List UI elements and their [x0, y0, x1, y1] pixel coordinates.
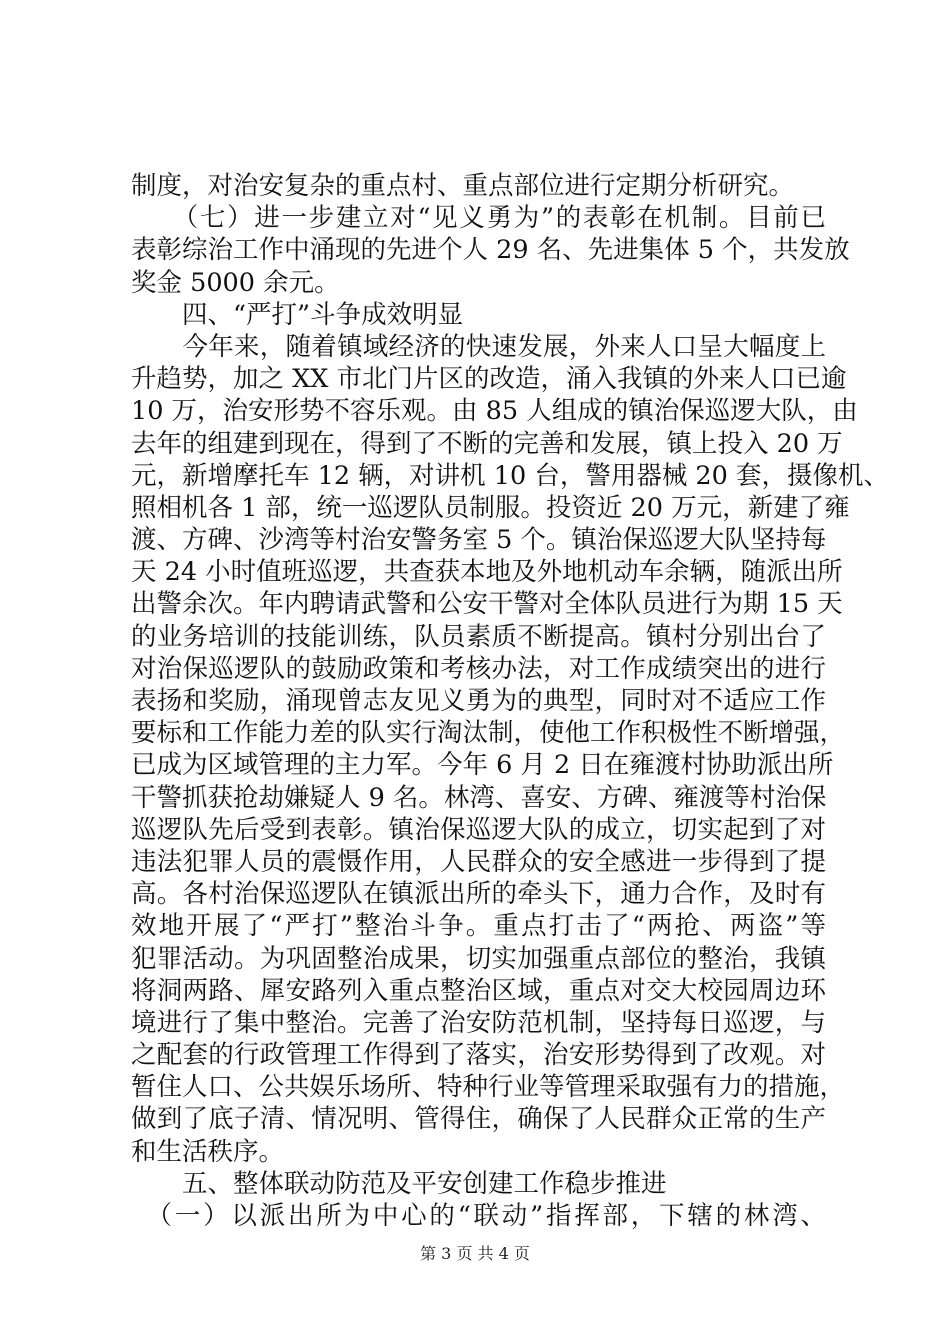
text-line: 犯罪活动。为巩固整治成果，切实加强重点部位的整治，我镇	[131, 943, 826, 974]
text-line: 的业务培训的技能训练，队员素质不断提高。镇村分别出台了	[131, 621, 826, 652]
text-line: 升趋势，加之 XX 市北门片区的改造，涌入我镇的外来人口已逾	[131, 364, 847, 395]
text-line: 和生活秩序。	[131, 1136, 285, 1167]
text-line: 去年的组建到现在，得到了不断的完善和发展，镇上投入 20 万	[131, 428, 843, 459]
text-line: 四、“严打”斗争成效明显	[131, 299, 464, 330]
text-line: 天 24 小时值班巡逻，共查获本地及外地机动车余辆，随派出所	[131, 557, 843, 588]
text-line: 境进行了集中整治。完善了治安防范机制，坚持每日巡逻，与	[131, 1007, 826, 1038]
text-line: 今年来，随着镇域经济的快速发展，外来人口呈大幅度上	[131, 331, 826, 362]
text-line: 元，新增摩托车 12 辆，对讲机 10 台，警用器械 20 套，摄像机、	[131, 460, 889, 491]
text-line: 制度，对治安复杂的重点村、重点部位进行定期分析研究。	[131, 171, 795, 201]
text-line: 对治保巡逻队的鼓励政策和考核办法，对工作成绩突出的进行	[131, 653, 826, 684]
text-line: 将洞两路、犀安路列入重点整治区域，重点对交大校园周边环	[131, 975, 826, 1006]
text-line: 干警抓获抢劫嫌疑人 9 名。林湾、喜安、方碑、雍渡等村治保	[131, 782, 827, 813]
document-body	[131, 170, 889, 1232]
text-line: （七）进一步建立对“见义勇为”的表彰在机制。目前已	[131, 203, 826, 234]
text-line: 五、整体联动防范及平安创建工作稳步推进	[131, 1168, 667, 1199]
text-line: 暂住人口、公共娱乐场所、特种行业等管理采取强有力的措施，	[131, 1072, 846, 1103]
text-line: 表彰综治工作中涌现的先进个人 29 名、先进集体 5 个，共发放	[131, 235, 850, 266]
text-line: 已成为区域管理的主力军。今年 6 月 2 日在雍渡村协助派出所	[131, 750, 834, 781]
text-line: 渡、方碑、沙湾等村治安警务室 5 个。镇治保巡逻大队坚持每	[131, 525, 827, 556]
text-line: 效地开展了“严打”整治斗争。重点打击了“两抢、两盗”等	[131, 911, 826, 942]
text-line: 照相机各 1 部，统一巡逻队员制服。投资近 20 万元，新建了雍	[131, 492, 850, 523]
text-line: 要标和工作能力差的队实行淘汰制，使他工作积极性不断增强，	[131, 718, 846, 749]
text-line: 出警余次。年内聘请武警和公安干警对全体队员进行为期 15 天	[131, 589, 843, 620]
page-footer: 第 3 页 共 4 页	[420, 1244, 530, 1263]
text-line: 高。各村治保巡逻队在镇派出所的牵头下，通力合作，及时有	[131, 879, 826, 910]
text-line: 奖金 5000 余元。	[131, 267, 340, 298]
text-line: （一）以派出所为中心的“联动”指挥部，下辖的林湾、	[131, 1201, 826, 1231]
text-line: 10 万，治安形势不容乐观。由 85 人组成的镇治保巡逻大队，由	[131, 396, 858, 427]
text-line: 做到了底子清、情况明、管得住，确保了人民群众正常的生产	[131, 1104, 826, 1135]
text-line: 巡逻队先后受到表彰。镇治保巡逻大队的成立，切实起到了对	[131, 814, 826, 845]
text-line: 之配套的行政管理工作得到了落实，治安形势得到了改观。对	[131, 1040, 826, 1071]
text-line: 违法犯罪人员的震慑作用，人民群众的安全感进一步得到了提	[131, 846, 826, 877]
text-line: 表扬和奖励，涌现曾志友见义勇为的典型，同时对不适应工作	[131, 686, 826, 716]
